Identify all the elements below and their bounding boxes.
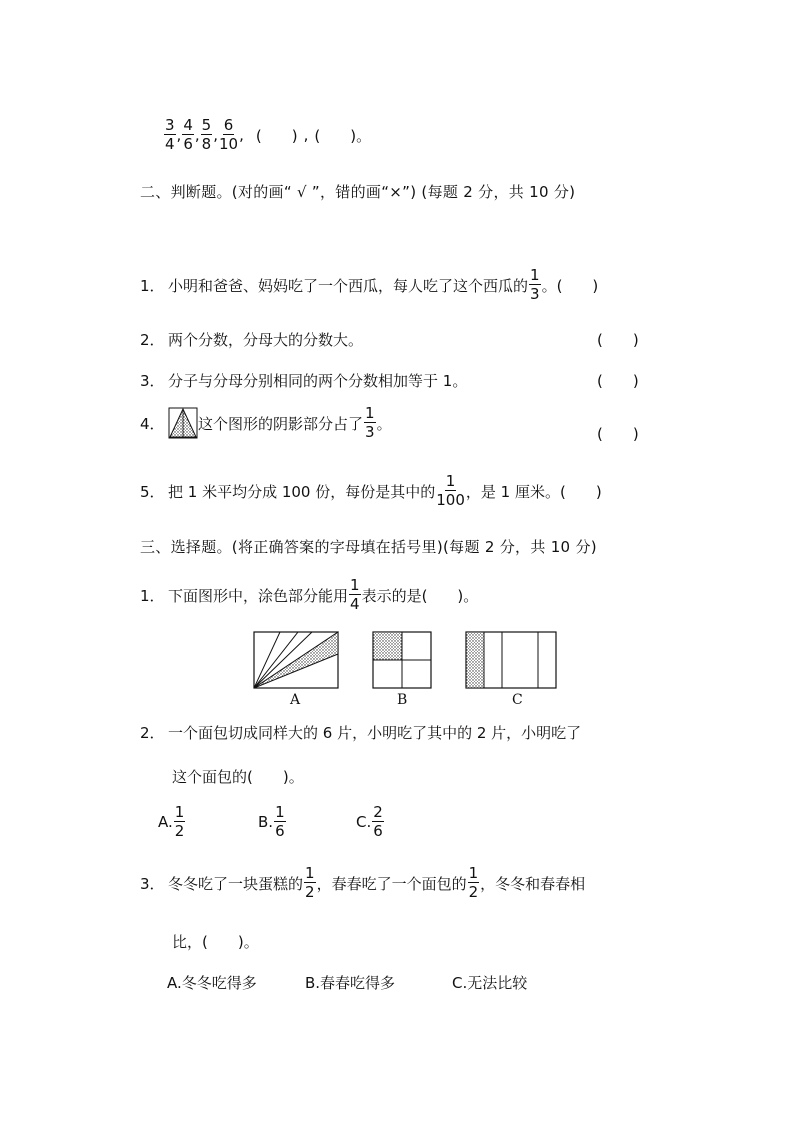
figure-c [466,632,556,688]
fraction: $\frac{4}{6}$ [183,116,193,153]
fraction: $\frac{5}{8}$ [201,116,212,153]
fraction: $\frac{3}{4}$ [165,116,175,153]
judge-item-3: 3． 分子与分母分别相同的两个分数相加等于 1。 [140,372,468,390]
fraction-sequence-row: $\frac{3}{4}$ , $\frac{4}{6}$ , $\frac{5}{8}$ , $\frac{6}{10}$ , ( ) , ( ) 。 [165,116,372,153]
figure-label-c: C [512,692,523,708]
q3-option-c[interactable]: C.无法比较 [452,974,528,992]
shaded-triangle-figure [168,407,198,439]
answer-blank[interactable]: ( ) [314,126,357,145]
fraction: $\frac{6}{10}$ [218,116,239,153]
answer-paren[interactable]: ( ) [597,331,639,349]
figure-b [373,632,431,688]
choice-question-3: 3． 冬冬吃了一块蛋糕的 $\frac{1}{2}$ ，春春吃了一个面包的 $\frac{1}{2}$ ，冬冬和春春相 [140,864,586,901]
choice-question-1: 1． 下面图形中，涂色部分能用 $\frac{1}{4}$ 表示的是( )。 [140,576,479,613]
answer-paren[interactable]: ( ) [556,276,599,295]
q2-option-c[interactable]: C. $\frac{2}{6}$ [356,803,383,840]
section-3-title: 三、选择题。(将正确答案的字母填在括号里)(每题 2 分，共 10 分) [140,538,597,556]
judge-item-1: 1． 小明和爸爸、妈妈吃了一个西瓜，每人吃了这个西瓜的 $\frac{1}{3}$ 。 ( ) [140,266,599,303]
figure-label-a: A [290,692,301,708]
section-2-title: 二、判断题。(对的画“ √ ”，错的画“×”) (每题 2 分，共 10 分) [140,183,576,201]
answer-paren[interactable]: ( ) [597,372,639,390]
answer-paren[interactable]: ( ) [597,425,639,443]
choice-question-3-line2: 比，( )。 [172,933,259,951]
judge-item-4: 4． 这个图形的阴影部分占了 $\frac{1}{3}$ 。 [140,404,392,441]
figure-label-b: B [397,692,408,708]
choice-question-2: 2． 一个面包切成同样大的 6 片，小明吃了其中的 2 片，小明吃了 [140,724,582,742]
q3-option-a[interactable]: A.冬冬吃得多 [167,974,257,992]
q2-option-a[interactable]: A. $\frac{1}{2}$ [158,803,185,840]
q2-option-b[interactable]: B. $\frac{1}{6}$ [258,803,285,840]
q3-option-b[interactable]: B.春春吃得多 [305,974,396,992]
figure-a [254,632,338,688]
judge-item-5: 5． 把 1 米平均分成 100 份，每份是其中的 $\frac{1}{100}$ ，是 1 厘米。 ( ) [140,472,602,509]
answer-blank[interactable]: ( ) [255,126,298,145]
judge-item-2: 2． 两个分数，分母大的分数大。 [140,331,364,349]
answer-paren[interactable]: ( ) [559,482,602,501]
choice-question-2-line2: 这个面包的( )。 [172,768,304,786]
